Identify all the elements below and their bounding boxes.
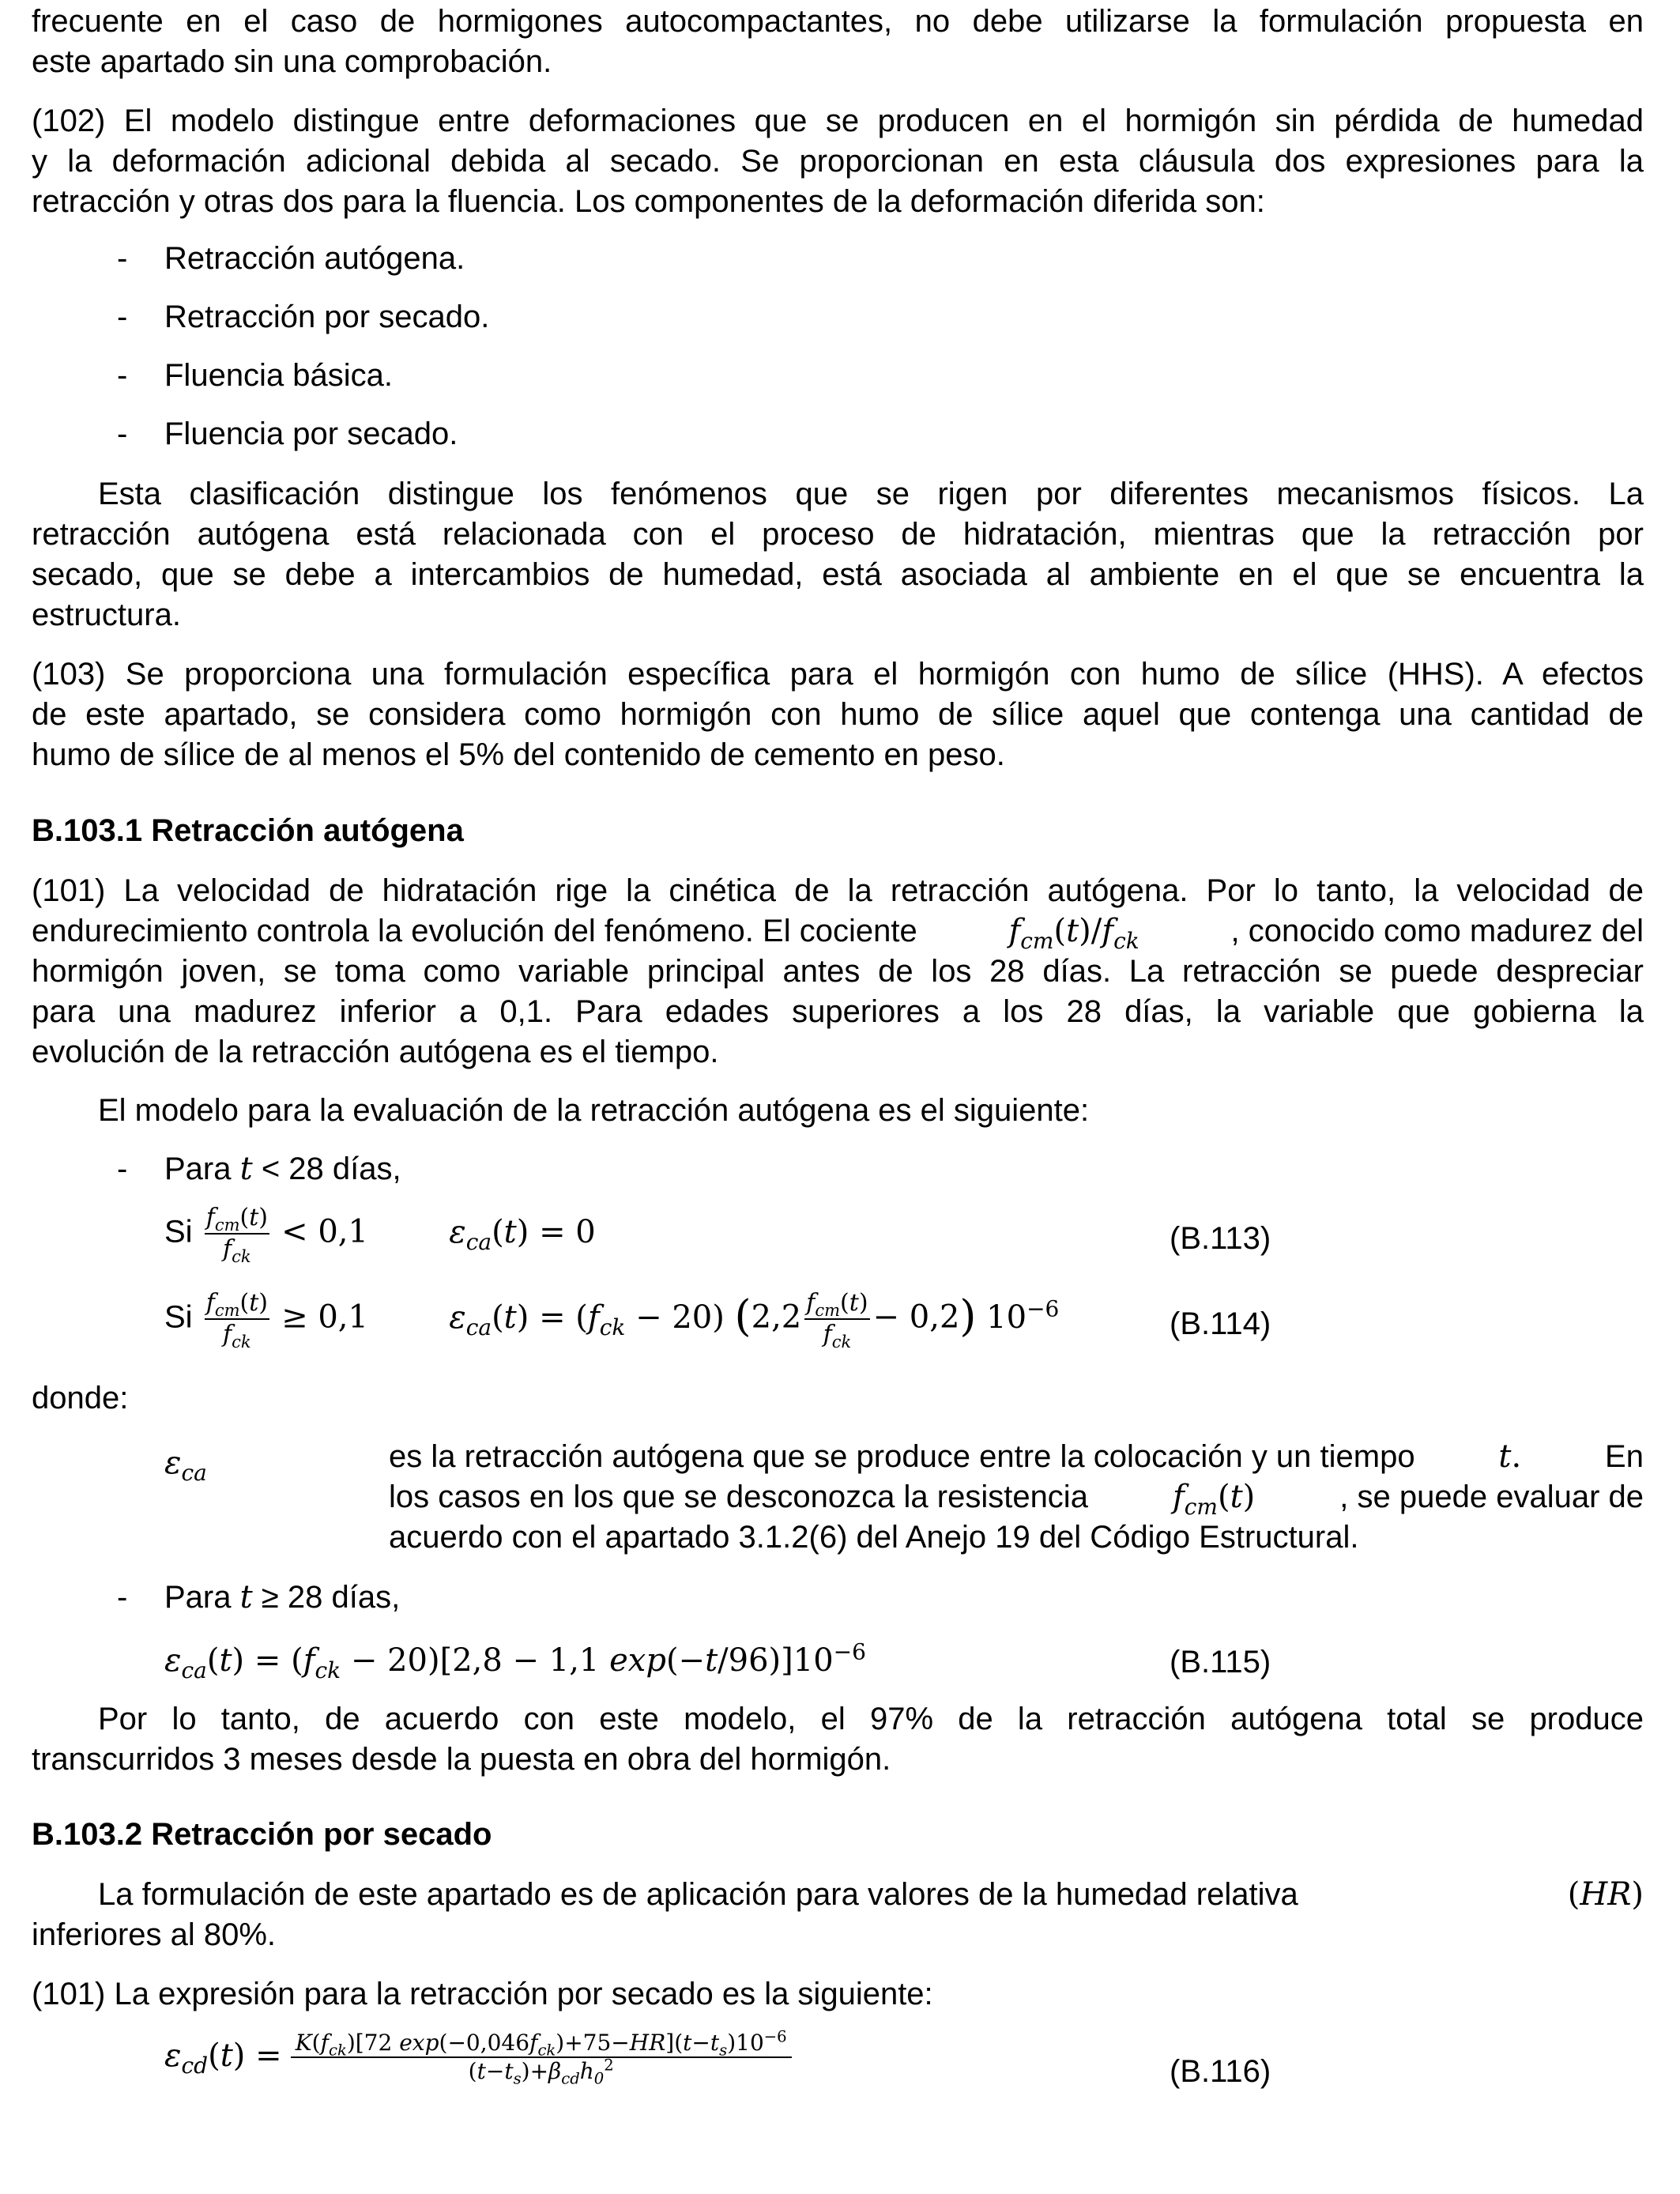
def-line-2: los casos en los que se desconozca la resistencia $f_{cm}(t)$ , se puede evaluar de — [389, 1479, 1644, 1520]
p101-line-2: endurecimiento controla la evolución del fenómeno. El cociente $f_{cm}(t)/f_{ck}$ , conocido como madurez del — [32, 913, 1644, 954]
equation-b113: Si $\frac{f_{cm}(t)}{f_{ck}}$ < 0,1 $\varepsilon_{ca}(t) = 0$ — [164, 1204, 596, 1266]
class-line-3: secado, que se debe a intercambios de humedad, está asociada al ambiente en el que se encuentra la — [32, 557, 1644, 592]
tanto-line-1: Por lo tanto, de acuerdo con este modelo, el 97% de la retracción autógena total se produce — [98, 1702, 1644, 1736]
class-line-1: Esta clasificación distingue los fenómenos que se rigen por diferentes mecanismos físicos. La — [98, 477, 1644, 511]
equation-number-b115: (B.115) — [1170, 1645, 1271, 1679]
intro-line-1: frecuente en el caso de hormigones autocompactantes, no debe utilizarse la formulación propuesta en — [32, 4, 1644, 39]
form-line-2: inferiores al 80%. — [32, 1917, 277, 1952]
p102-line-2: y la deformación adicional debida al secado. Se proporcionan en esta cláusula dos expresiones para la — [32, 144, 1644, 179]
equation-number-b116: (B.116) — [1170, 2054, 1271, 2089]
p101-line-5: evolución de la retracción autógena es el tiempo. — [32, 1035, 719, 1069]
class-line-4: estructura. — [32, 598, 181, 632]
p103-line-1: (103) Se proporciona una formulación específica para el hormigón con humo de sílice (HHS). A efectos — [32, 657, 1644, 692]
form-line-1: La formulación de este apartado es de aplicación para valores de la humedad relativa (HR) — [98, 1876, 1644, 1913]
donde-label: donde: — [32, 1381, 129, 1416]
p103-line-2: de este apartado, se considera como hormigón con humo de sílice aquel que contenga una cantidad de — [32, 697, 1644, 732]
p101-line-1: (101) La velocidad de hidratación rige la cinética de la retracción autógena. Por lo tanto, la velocidad de — [32, 873, 1644, 908]
maturity-ratio-formula: $f_{cm}(t)/f_{ck}$ — [1008, 913, 1139, 954]
equation-b115: $\varepsilon_{ca}(t) = (f_{ck} - 20)[2,8 - 1,1$ $\exp(-t/96)]10^{-6}$ — [164, 1638, 866, 1683]
p101-line-3: hormigón joven, se toma como variable principal antes de los 28 días. La retracción se puede despreciar — [32, 954, 1644, 989]
p102-line-3: retracción y otras dos para la fluencia. Los componentes de la deformación diferida son: — [32, 184, 1265, 219]
section-heading-autogena: B.103.1 Retracción autógena — [32, 813, 464, 848]
tanto-line-2: transcurridos 3 meses desde la puesta en obra del hormigón. — [32, 1742, 891, 1777]
equation-b114: Si $\frac{f_{cm}(t)}{f_{ck}}$ ≥ 0,1 $\varepsilon_{ca}(t) = (f_{ck} - 20)$ (2,2 $\frac{f_{cm}(t)}{f_{ck}}$ − 0,2) $10^{-6}$ — [164, 1289, 1060, 1351]
def-line-1: es la retracción autógena que se produce entre la colocación y un tiempo t. En — [389, 1438, 1644, 1475]
symbol-eps-ca: $\varepsilon_{ca}$ — [164, 1445, 207, 1486]
intro-line-2: este apartado sin una comprobación. — [32, 44, 552, 79]
section-heading-secado: B.103.2 Retracción por secado — [32, 1817, 492, 1852]
p101b-line: (101) La expresión para la retracción por secado es la siguiente: — [32, 1977, 933, 2011]
class-line-2: retracción autógena está relacionada con el proceso de hidratación, mientras que la retracción por — [32, 517, 1644, 552]
equation-number-b114: (B.114) — [1170, 1306, 1271, 1341]
p103-line-3: humo de sílice de al menos el 5% del contenido de cemento en peso. — [32, 737, 1005, 772]
p102-line-1: (102) El modelo distingue entre deformaciones que se producen en el hormigón sin pérdida de humedad — [32, 104, 1644, 138]
equation-number-b113: (B.113) — [1170, 1221, 1271, 1256]
equation-b116: $\varepsilon_{cd}(t)$ = $\frac{K(f_{ck})[72 \exp(-0,046f_{ck})+75-HR](t-t_s)10^{-6}}{(t-t_s)+\beta_{cd}h_0^2}$ — [164, 2030, 792, 2085]
def-line-3: acuerdo con el apartado 3.1.2(6) del Anejo 19 del Código Estructural. — [389, 1520, 1359, 1555]
model-intro: El modelo para la evaluación de la retracción autógena es el siguiente: — [98, 1093, 1090, 1128]
p101-line-4: para una madurez inferior a 0,1. Para edades superiores a los 28 días, la variable que gobierna la — [32, 994, 1644, 1029]
